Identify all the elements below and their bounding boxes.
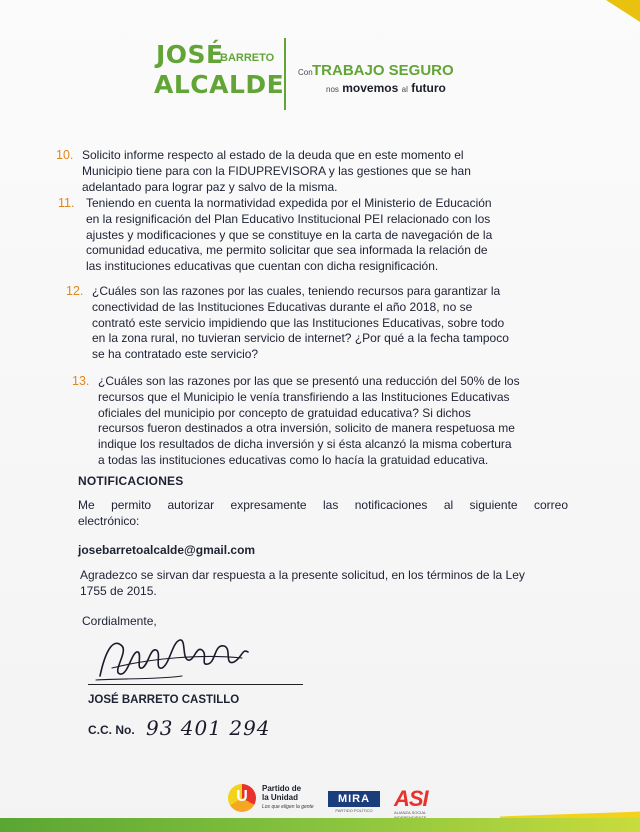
bottom-stripe [0, 816, 640, 832]
item-number: 13. [72, 374, 90, 388]
id-number-handwritten: 93 401 294 [146, 716, 271, 740]
item-line: conectividad de las Instituciones Educativas durante el año 2018, no se [92, 299, 473, 314]
slogan-sub-c: al [401, 85, 408, 94]
item-line: las instituciones educativas que cuentan con dicha resignificación. [86, 259, 439, 274]
logo-name-first: JOSÉ [156, 40, 224, 69]
item-line: Municipio tiene para con la FIDUPREVISORA y las gestiones que se han [82, 163, 471, 178]
bottom-stripe-green [0, 818, 640, 832]
item-number: 11. [58, 196, 75, 210]
section-heading: NOTIFICACIONES [78, 474, 184, 488]
item-line: en la zona rural, no tuvieran servicio de internet? ¿Por qué a la fecha tampoco [92, 331, 509, 346]
item-line: ¿Cuáles son las razones por las cuales, teniendo recursos para garantizar la [92, 284, 501, 298]
item-line: oficiales del municipio por concepto de gratuidad educativa? Si dichos [98, 405, 471, 420]
corner-decoration [606, 0, 640, 22]
logo-divider [284, 38, 286, 110]
slogan-prefix: Con [298, 68, 313, 77]
party1-line1: Partido de [262, 784, 302, 793]
item-line: indique los resultados de dicha inversión y si ésta alcanzó la misma cobertura [98, 437, 512, 452]
item-line: se ha contratado este servicio? [92, 347, 259, 362]
item-line: adelantado para lograr paz y salvo de la misma. [82, 179, 338, 194]
handwritten-signature [92, 628, 322, 688]
asi-subtitle: ALIANZA SOCIAL [394, 810, 427, 815]
mira-logo: MIRA [328, 791, 380, 807]
party1-tagline: Los que eligen la gente [262, 804, 314, 810]
slogan-main: TRABAJO SEGURO [312, 62, 454, 79]
item-line: contrató este servicio impidiendo que las Instituciones Educativas, sobre todo [92, 315, 505, 330]
signature-line [88, 684, 303, 685]
item-line: Solicito informe respecto al estado de la deuda que en este momento el [82, 148, 464, 162]
item-line: ajustes y modificaciones y que se constituye en la carta de navegación de la [86, 227, 493, 242]
item-line: ¿Cuáles son las razones por las que se presentó una reducción del 50% de los [98, 374, 520, 388]
closing-line-2: 1755 de 2015. [80, 584, 157, 598]
signer-name: JOSÉ BARRETO CASTILLO [88, 694, 240, 706]
item-line: a todas las instituciones educativas como lo hacía la gratuidad educativa. [98, 452, 489, 467]
list-item [86, 196, 556, 275]
slogan-sub-a: nos [326, 85, 339, 94]
email-address: josebarretoalcalde@gmail.com [78, 543, 256, 557]
notification-line-2: electrónico: [78, 514, 140, 528]
item-line: en la resignificación del Plan Educativo Institucional PEI relacionado con los [86, 211, 491, 226]
logo-name-last: BARRETO [220, 52, 275, 64]
campaign-logo [150, 38, 490, 112]
id-label: C.C. No. [88, 723, 135, 737]
closing-line-1: Agradezco se sirvan dar respuesta a la presente solicitud, en los términos de la Ley [80, 568, 525, 582]
slogan-sub-b: movemos [342, 81, 399, 95]
slogan-sub-d: futuro [411, 81, 446, 95]
item-line: recursos fueron destinados a otra inversión, solicito de manera respetuosa me [98, 421, 515, 436]
item-line: recursos que el Municipio le venía transfiriendo a las Instituciones Educativas [98, 389, 510, 404]
notification-line-1: Me permito autorizar expresamente las notificaciones al siguiente correo [78, 498, 568, 512]
item-line: comunidad educativa, me permito solicitar que sea informada la relación de [86, 243, 488, 258]
item-line: Teniendo en cuenta la normatividad expedida por el Ministerio de Educación [86, 196, 492, 210]
item-number: 10. [56, 148, 74, 162]
party1-line2: la Unidad [262, 793, 299, 802]
list-item [98, 374, 564, 469]
item-number: 12. [66, 284, 84, 298]
asi-logo: ASI [394, 786, 428, 811]
list-item [82, 148, 552, 195]
slogan-sub [326, 81, 446, 95]
party1-name [262, 784, 301, 802]
partido-de-la-unidad-logo: U [228, 784, 256, 812]
logo-title: ALCALDE [154, 70, 285, 99]
salutation: Cordialmente, [82, 614, 157, 628]
list-item [92, 284, 560, 363]
party-logos [228, 784, 468, 816]
mira-subtitle: PARTIDO POLÍTICO [335, 808, 373, 813]
